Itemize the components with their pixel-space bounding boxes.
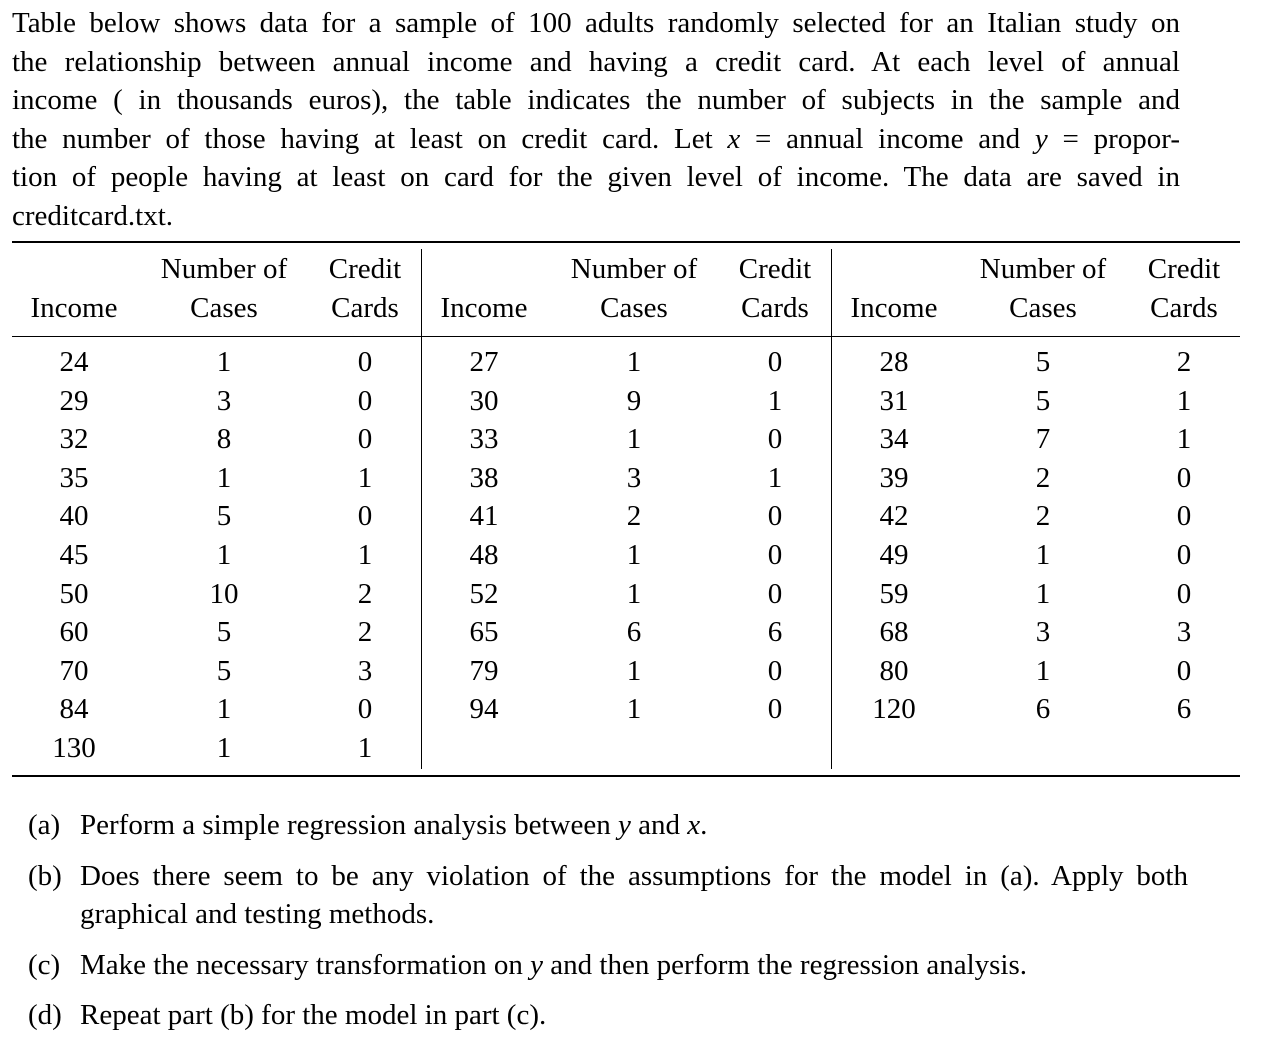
cell-credit-cards: 1: [1176, 423, 1192, 456]
cell-number-of-cases: 5: [216, 654, 232, 687]
cell-number-of-cases: 1: [216, 539, 232, 571]
cell-income: 35: [59, 461, 89, 494]
intro-line-3: income ( in thousands euros), the table indicates the number of subjects in the sample and: [12, 84, 1180, 117]
cell-credit-cards: 1: [357, 732, 373, 764]
cell-credit-cards: 0: [1176, 539, 1192, 571]
header-number-of: Number of: [160, 253, 288, 285]
cell-income: 30: [469, 384, 499, 417]
cell-income: 84: [59, 693, 89, 726]
header-cases: Cases: [1009, 292, 1077, 324]
cell-credit-cards: 3: [1176, 616, 1192, 649]
cell-credit-cards: 0: [767, 693, 783, 726]
intro-line-6: creditcard.txt.: [12, 199, 174, 232]
cell-number-of-cases: 9: [626, 384, 642, 417]
header-number-of: Number of: [979, 253, 1107, 285]
cell-income: 130: [52, 732, 96, 764]
cell-income: 28: [879, 346, 909, 378]
cell-number-of-cases: 1: [626, 577, 642, 610]
cell-income: 29: [59, 384, 89, 417]
question-text: Repeat part (b) for the model in part (c).: [80, 999, 547, 1032]
cell-income: 120: [872, 693, 916, 726]
cell-credit-cards: 6: [767, 616, 783, 649]
question-text: and: [630, 809, 688, 841]
math-variable: y: [617, 809, 631, 841]
cell-number-of-cases: 1: [216, 693, 232, 726]
cell-number-of-cases: 7: [1035, 423, 1051, 456]
header-cards: Cards: [1150, 292, 1218, 324]
header-cards: Cards: [331, 292, 399, 324]
header-income: Income: [850, 292, 938, 324]
cell-credit-cards: 0: [767, 654, 783, 687]
cell-income: 60: [59, 616, 89, 649]
question-label: (a): [28, 809, 61, 841]
math-variable: x: [687, 809, 701, 841]
cell-credit-cards: 0: [357, 384, 373, 417]
cell-credit-cards: 0: [767, 577, 783, 610]
question-text: Perform a simple regression analysis between: [80, 809, 618, 841]
header-cases: Cases: [600, 292, 668, 324]
cell-number-of-cases: 10: [209, 577, 239, 610]
cell-number-of-cases: 5: [216, 500, 232, 533]
cell-income: 40: [59, 500, 89, 533]
cell-credit-cards: 0: [767, 539, 783, 571]
header-credit: Credit: [738, 253, 812, 285]
cell-income: 34: [879, 423, 909, 456]
cell-income: 45: [59, 539, 89, 571]
cell-income: 42: [879, 500, 909, 533]
question-text: Make the necessary transformation on: [80, 948, 531, 981]
cell-number-of-cases: 5: [1035, 384, 1051, 417]
cell-number-of-cases: 1: [216, 732, 232, 764]
cell-number-of-cases: 3: [216, 384, 232, 417]
cell-number-of-cases: 1: [626, 654, 642, 687]
cell-number-of-cases: 2: [1035, 500, 1051, 533]
cell-number-of-cases: 1: [1035, 577, 1051, 610]
header-cases: Cases: [190, 292, 258, 324]
equals-sign: =: [755, 122, 772, 155]
table-bottom-rule: [12, 775, 1240, 777]
cell-number-of-cases: 8: [216, 423, 232, 456]
cell-income: 70: [59, 654, 89, 687]
cell-income: 68: [879, 616, 909, 649]
question-text: Does there seem to be any violation of the assumptions for the model in (a). Apply both graphical and testing methods.: [80, 859, 1188, 931]
cell-number-of-cases: 6: [626, 616, 642, 649]
cell-income: 80: [879, 654, 909, 687]
cell-credit-cards: 3: [357, 654, 373, 687]
cell-credit-cards: 0: [357, 500, 373, 533]
question-label: (d): [28, 999, 62, 1032]
cell-income: 52: [469, 577, 499, 610]
cell-credit-cards: 1: [1176, 384, 1192, 417]
cell-credit-cards: 2: [1176, 346, 1192, 378]
income-credit-card-table: [12, 241, 1240, 778]
cell-number-of-cases: 5: [216, 616, 232, 649]
cell-credit-cards: 0: [357, 423, 373, 456]
cell-income: 33: [469, 423, 499, 456]
var-y: y: [1034, 122, 1048, 155]
header-credit: Credit: [1147, 253, 1221, 285]
header-income: Income: [30, 292, 118, 324]
cell-income: 49: [879, 539, 909, 571]
cell-number-of-cases: 1: [1035, 654, 1051, 687]
intro-line-4-start: the number of those having at least on credit card. Let: [12, 122, 713, 155]
table-header-rule: [12, 336, 1240, 337]
cell-credit-cards: 1: [767, 384, 783, 417]
cell-income: 31: [879, 384, 909, 417]
cell-credit-cards: 6: [1176, 693, 1192, 726]
cell-income: 38: [469, 461, 499, 494]
cell-credit-cards: 0: [1176, 654, 1192, 687]
intro-line-1: Table below shows data for a sample of 100 adults randomly selected for an Italian study on: [12, 7, 1180, 39]
cell-number-of-cases: 1: [626, 423, 642, 456]
cell-number-of-cases: 2: [626, 500, 642, 533]
cell-credit-cards: 1: [357, 539, 373, 571]
cell-income: 27: [469, 346, 499, 378]
cell-income: 41: [469, 500, 499, 533]
cell-income: 50: [59, 577, 89, 610]
cell-income: 24: [59, 346, 89, 378]
question-b: [28, 857, 1188, 934]
cell-credit-cards: 0: [767, 346, 783, 378]
cell-credit-cards: 0: [1176, 461, 1192, 494]
cell-income: 65: [469, 616, 499, 649]
cell-credit-cards: 1: [767, 461, 783, 494]
math-variable: y: [530, 948, 544, 981]
header-credit: Credit: [328, 253, 402, 285]
intro-line-2: the relationship between annual income and having a credit card. At each level of annual: [12, 45, 1180, 78]
cell-income: 59: [879, 577, 909, 610]
cell-credit-cards: 0: [1176, 577, 1192, 610]
cell-credit-cards: 1: [357, 461, 373, 494]
question-list: [28, 806, 1188, 1047]
question-d: [28, 996, 1188, 1035]
table-top-rule: [12, 241, 1240, 243]
cell-income: 48: [469, 539, 499, 571]
cell-number-of-cases: 3: [626, 461, 642, 494]
equals-sign: =: [1062, 122, 1079, 155]
question-c: [28, 946, 1188, 985]
header-cards: Cards: [741, 292, 809, 324]
cell-income: 79: [469, 654, 499, 687]
header-number-of: Number of: [570, 253, 698, 285]
cell-number-of-cases: 1: [626, 539, 642, 571]
cell-number-of-cases: 2: [1035, 461, 1051, 494]
cell-credit-cards: 2: [357, 577, 373, 610]
cell-number-of-cases: 6: [1035, 693, 1051, 726]
question-label: (c): [28, 948, 61, 981]
var-x: x: [727, 122, 741, 155]
cell-number-of-cases: 1: [1035, 539, 1051, 571]
cell-income: 32: [59, 423, 89, 456]
intro-line-5: tion of people having at least on card for the given level of income. The data are saved in: [12, 161, 1180, 194]
cell-number-of-cases: 1: [216, 461, 232, 494]
intro-line-4-mid: annual income and: [786, 122, 1021, 155]
question-a: [28, 806, 1188, 845]
cell-credit-cards: 0: [357, 693, 373, 726]
cell-number-of-cases: 1: [216, 346, 232, 378]
question-text: and then perform the regression analysis.: [543, 948, 1028, 981]
intro-line-4-end: propor-: [1093, 122, 1181, 155]
cell-credit-cards: 0: [357, 346, 373, 378]
cell-number-of-cases: 5: [1035, 346, 1051, 378]
cell-credit-cards: 0: [1176, 500, 1192, 533]
cell-credit-cards: 0: [767, 500, 783, 533]
cell-number-of-cases: 3: [1035, 616, 1051, 649]
header-income: Income: [440, 292, 528, 324]
cell-number-of-cases: 1: [626, 346, 642, 378]
question-label: (b): [28, 859, 62, 892]
cell-credit-cards: 2: [357, 616, 373, 649]
question-text: .: [700, 809, 708, 841]
cell-credit-cards: 0: [767, 423, 783, 456]
problem-statement: [12, 4, 1180, 236]
intro-line-4: [12, 120, 1180, 159]
cell-income: 94: [469, 693, 499, 726]
cell-number-of-cases: 1: [626, 693, 642, 726]
cell-income: 39: [879, 461, 909, 494]
